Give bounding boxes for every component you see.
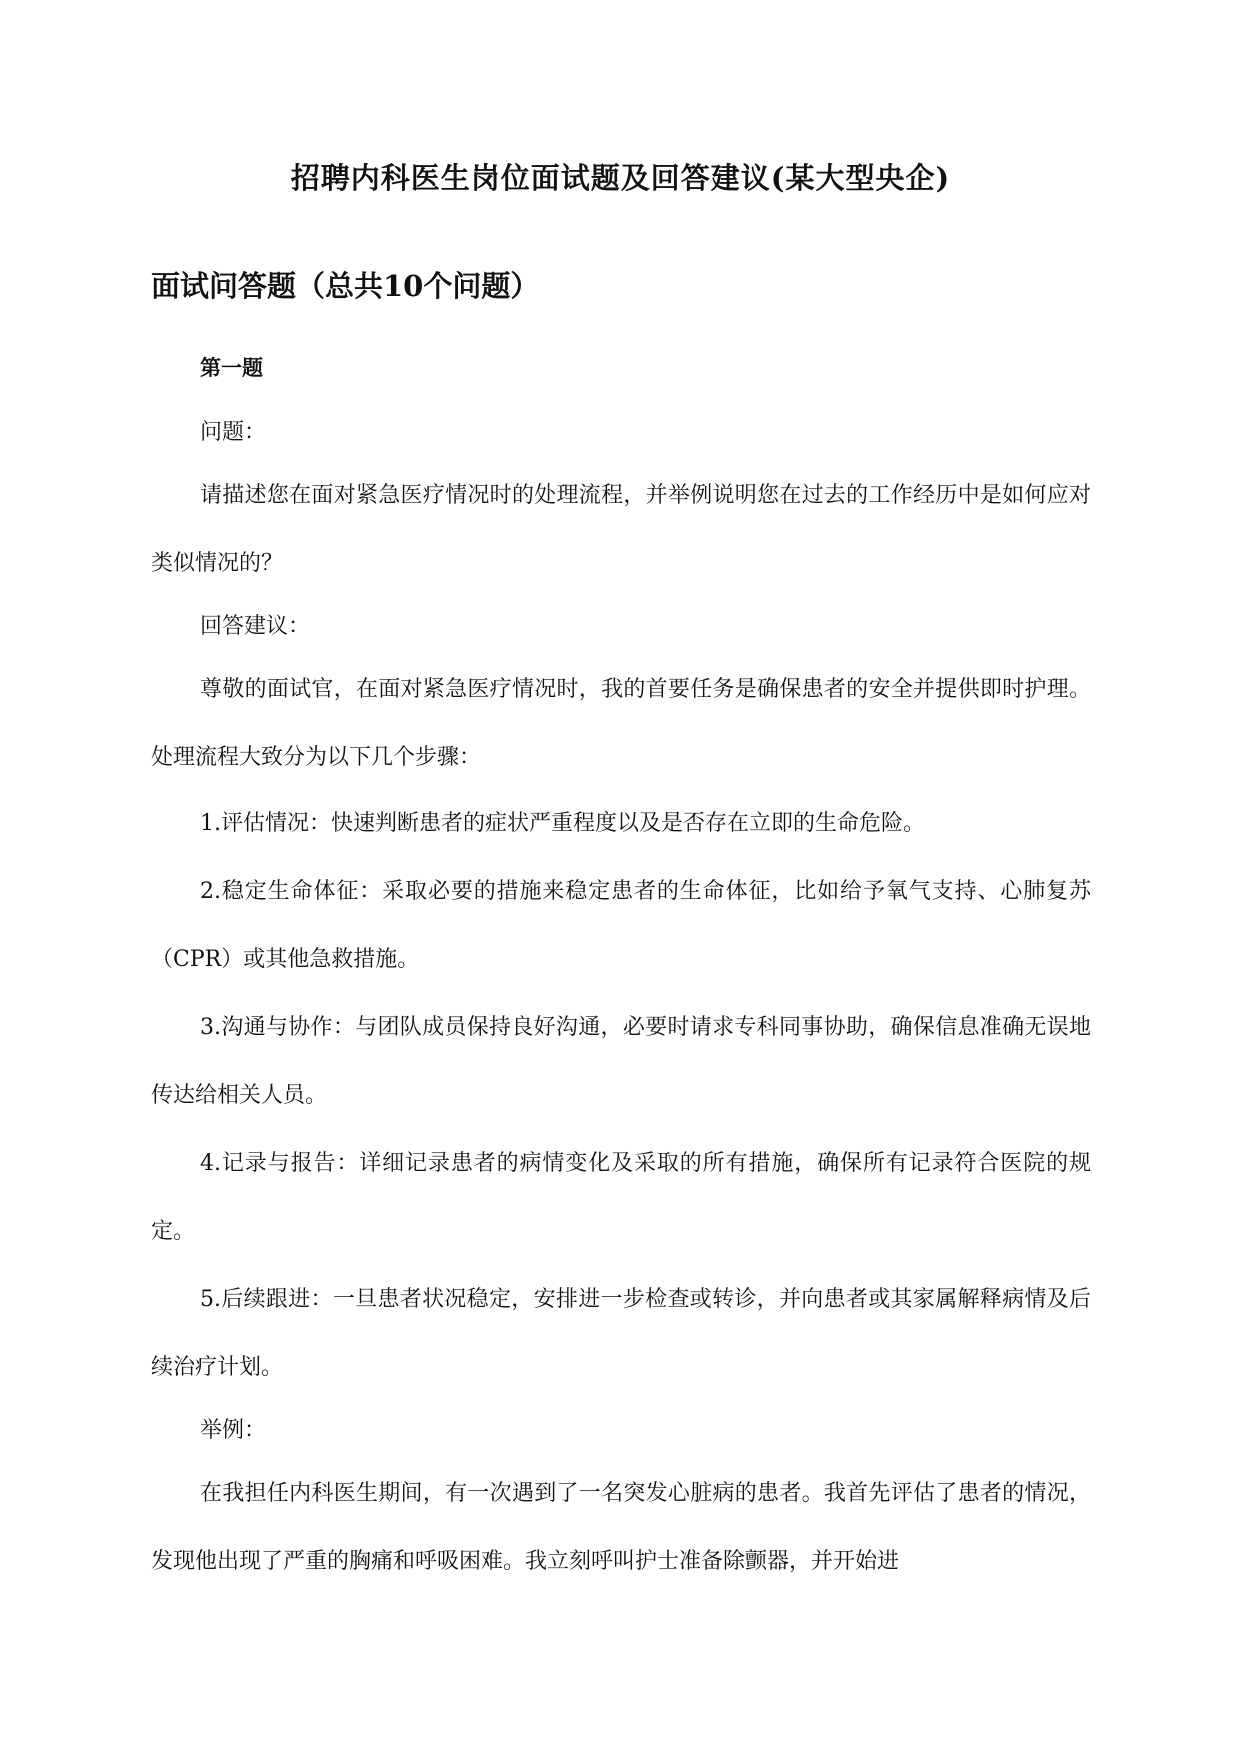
question-text: 请描述您在面对紧急医疗情况时的处理流程，并举例说明您在过去的工作经历中是如何应对类似情况的？ — [151, 483, 1091, 576]
answer-step: 3.沟通与协作：与团队成员保持良好沟通，必要时请求专科同事协助，确保信息准确无误地传达给相关人员。 — [151, 1015, 1091, 1108]
answer-label: 回答建议： — [200, 614, 311, 639]
section-heading: 面试问答题（总共10个问题） — [151, 269, 540, 303]
document-title: 招聘内科医生岗位面试题及回答建议(某大型央企) — [290, 161, 951, 195]
answer-step: 1.评估情况：快速判断患者的症状严重程度以及是否存在立即的生命危险。 — [200, 811, 925, 836]
question-heading: 第一题 — [200, 355, 263, 380]
answer-step: 5.后续跟进：一旦患者状况稳定，安排进一步检查或转诊，并向患者或其家属解释病情及后续治疗计划。 — [151, 1287, 1091, 1380]
example-text: 在我担任内科医生期间，有一次遇到了一名突发心脏病的患者。我首先评估了患者的情况，发现他出现了严重的胸痛和呼吸困难。我立刻呼叫护士准备除颤器，并开始进 — [151, 1481, 1091, 1574]
answer-step: 2.稳定生命体征：采取必要的措施来稳定患者的生命体征，比如给予氧气支持、心肺复苏（CPR）或其他急救措施。 — [151, 879, 1091, 972]
answer-intro: 尊敬的面试官，在面对紧急医疗情况时，我的首要任务是确保患者的安全并提供即时护理。处理流程大致分为以下几个步骤： — [151, 677, 1091, 770]
answer-step: 4.记录与报告：详细记录患者的病情变化及采取的所有措施，确保所有记录符合医院的规定。 — [151, 1151, 1091, 1244]
example-label: 举例： — [200, 1418, 267, 1443]
question-label: 问题： — [200, 420, 267, 445]
